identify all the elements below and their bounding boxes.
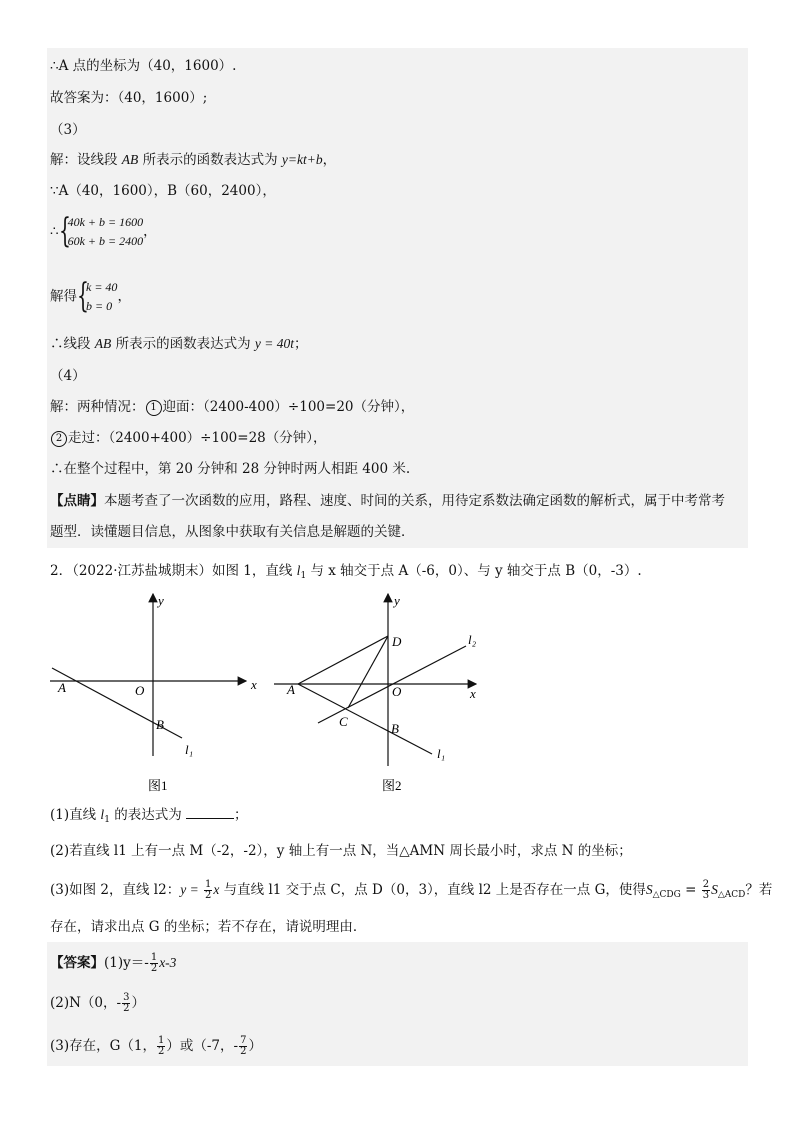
solution-line-4: 解：设线段 AB 所表示的函数表达式为 y=kt+b， (50, 152, 337, 168)
fig2-label-l1: l₁ (437, 746, 446, 761)
answer-blank (186, 806, 234, 819)
figure-1 (40, 588, 270, 798)
question-3-line-2: 存在，请求出点 G 的坐标；若不存在，请说明理由． (50, 919, 367, 935)
answer-2: (2)N（0，- $\frac{3}{2}$ ） (50, 992, 145, 1014)
question-1: (1)直线 $l_1$ 的表达式为 ； (50, 807, 248, 825)
answer-1: 【答案】(1)y＝- $\frac{1}{2}$ x-3 (50, 952, 177, 974)
fig2-label-x: x (470, 686, 476, 701)
fig1-label-a: A (58, 680, 66, 695)
solution-line-11: 2 走过：（2400+400）÷100=28（分钟）， (50, 429, 327, 447)
answer-3: (3)存在，G（1， $\frac{1}{2}$ ）或（-7，- $\frac{7}{2}$ ） (50, 1035, 262, 1057)
equation-system-1: ∴ { 40k + b = 1600 60k + b = 2400 ， (50, 211, 157, 251)
fig2-caption: 图2 (382, 778, 402, 793)
fig1-label-x: x (251, 677, 257, 692)
solution-line-8: ∴线段 AB 所表示的函数表达式为 y = 40t； (50, 336, 308, 352)
fig2-label-d: D (392, 634, 402, 649)
fig1-label-l1: l₁ (185, 742, 194, 757)
fig1-label-y: y (158, 593, 164, 608)
equation-system-2: 解得 { k = 40 b = 0 ， (50, 276, 131, 316)
fig2-label-l2: l₂ (468, 632, 477, 647)
question-2: (2)若直线 l1 上有一点 M（-2，-2），y 轴上有一点 N，当△AMN 周长最小时，求点 N 的坐标； (50, 843, 632, 859)
fig2-label-y: y (394, 593, 400, 608)
solution-line-12: ∴在整个过程中，第 20 分钟和 28 分钟时两人相距 400 米. (50, 461, 411, 477)
solution-line-2: 故答案为：（40，1600）; (50, 90, 208, 106)
question-3: (3)如图 2，直线 l2：y = $\frac{1}{2}$ x 与直线 l1 交于点 C，点 D（0，3），直线 l2 上是否存在一点 G，使得$S_{\triangle CDG}$ = $\frac{2}{3}$ $S_{\triangle ACD}$？若 (50, 879, 773, 901)
solution-line-5: ∵A（40，1600），B（60，2400）， (50, 183, 276, 199)
solution-line-1: ∴A 点的坐标为（40，1600）. (50, 58, 237, 74)
comment-line-2: 题型．读懂题目信息，从图象中获取有关信息是解题的关键． (50, 524, 415, 540)
fig1-label-b: B (156, 717, 164, 732)
solution-line-3: （3） (50, 122, 86, 138)
problem-2-title: 2．（2022·江苏盐城期末）如图 1，直线 $l_1$ 与 x 轴交于点 A（-6，0）、与 y 轴交于点 B（0，-3）. (50, 563, 642, 581)
fig2-line-l1 (298, 684, 432, 754)
fig2-label-o: O (392, 684, 402, 699)
figure-2 (270, 588, 490, 798)
fig2-label-c: C (339, 714, 348, 729)
fig1-caption: 图1 (148, 778, 168, 793)
solution-line-10: 解：两种情况： 1 迎面：（2400-400）÷100=20（分钟）， (50, 399, 415, 415)
solution-line-9: （4） (50, 368, 86, 384)
fig2-label-b: B (391, 721, 399, 736)
fig1-label-o: O (135, 683, 145, 698)
fig2-label-a: A (287, 682, 295, 697)
comment-line-1: 【点睛】本题考查了一次函数的应用，路程、速度、时间的关系，用待定系数法确定函数的解析式，属于中考常考 (50, 493, 725, 509)
